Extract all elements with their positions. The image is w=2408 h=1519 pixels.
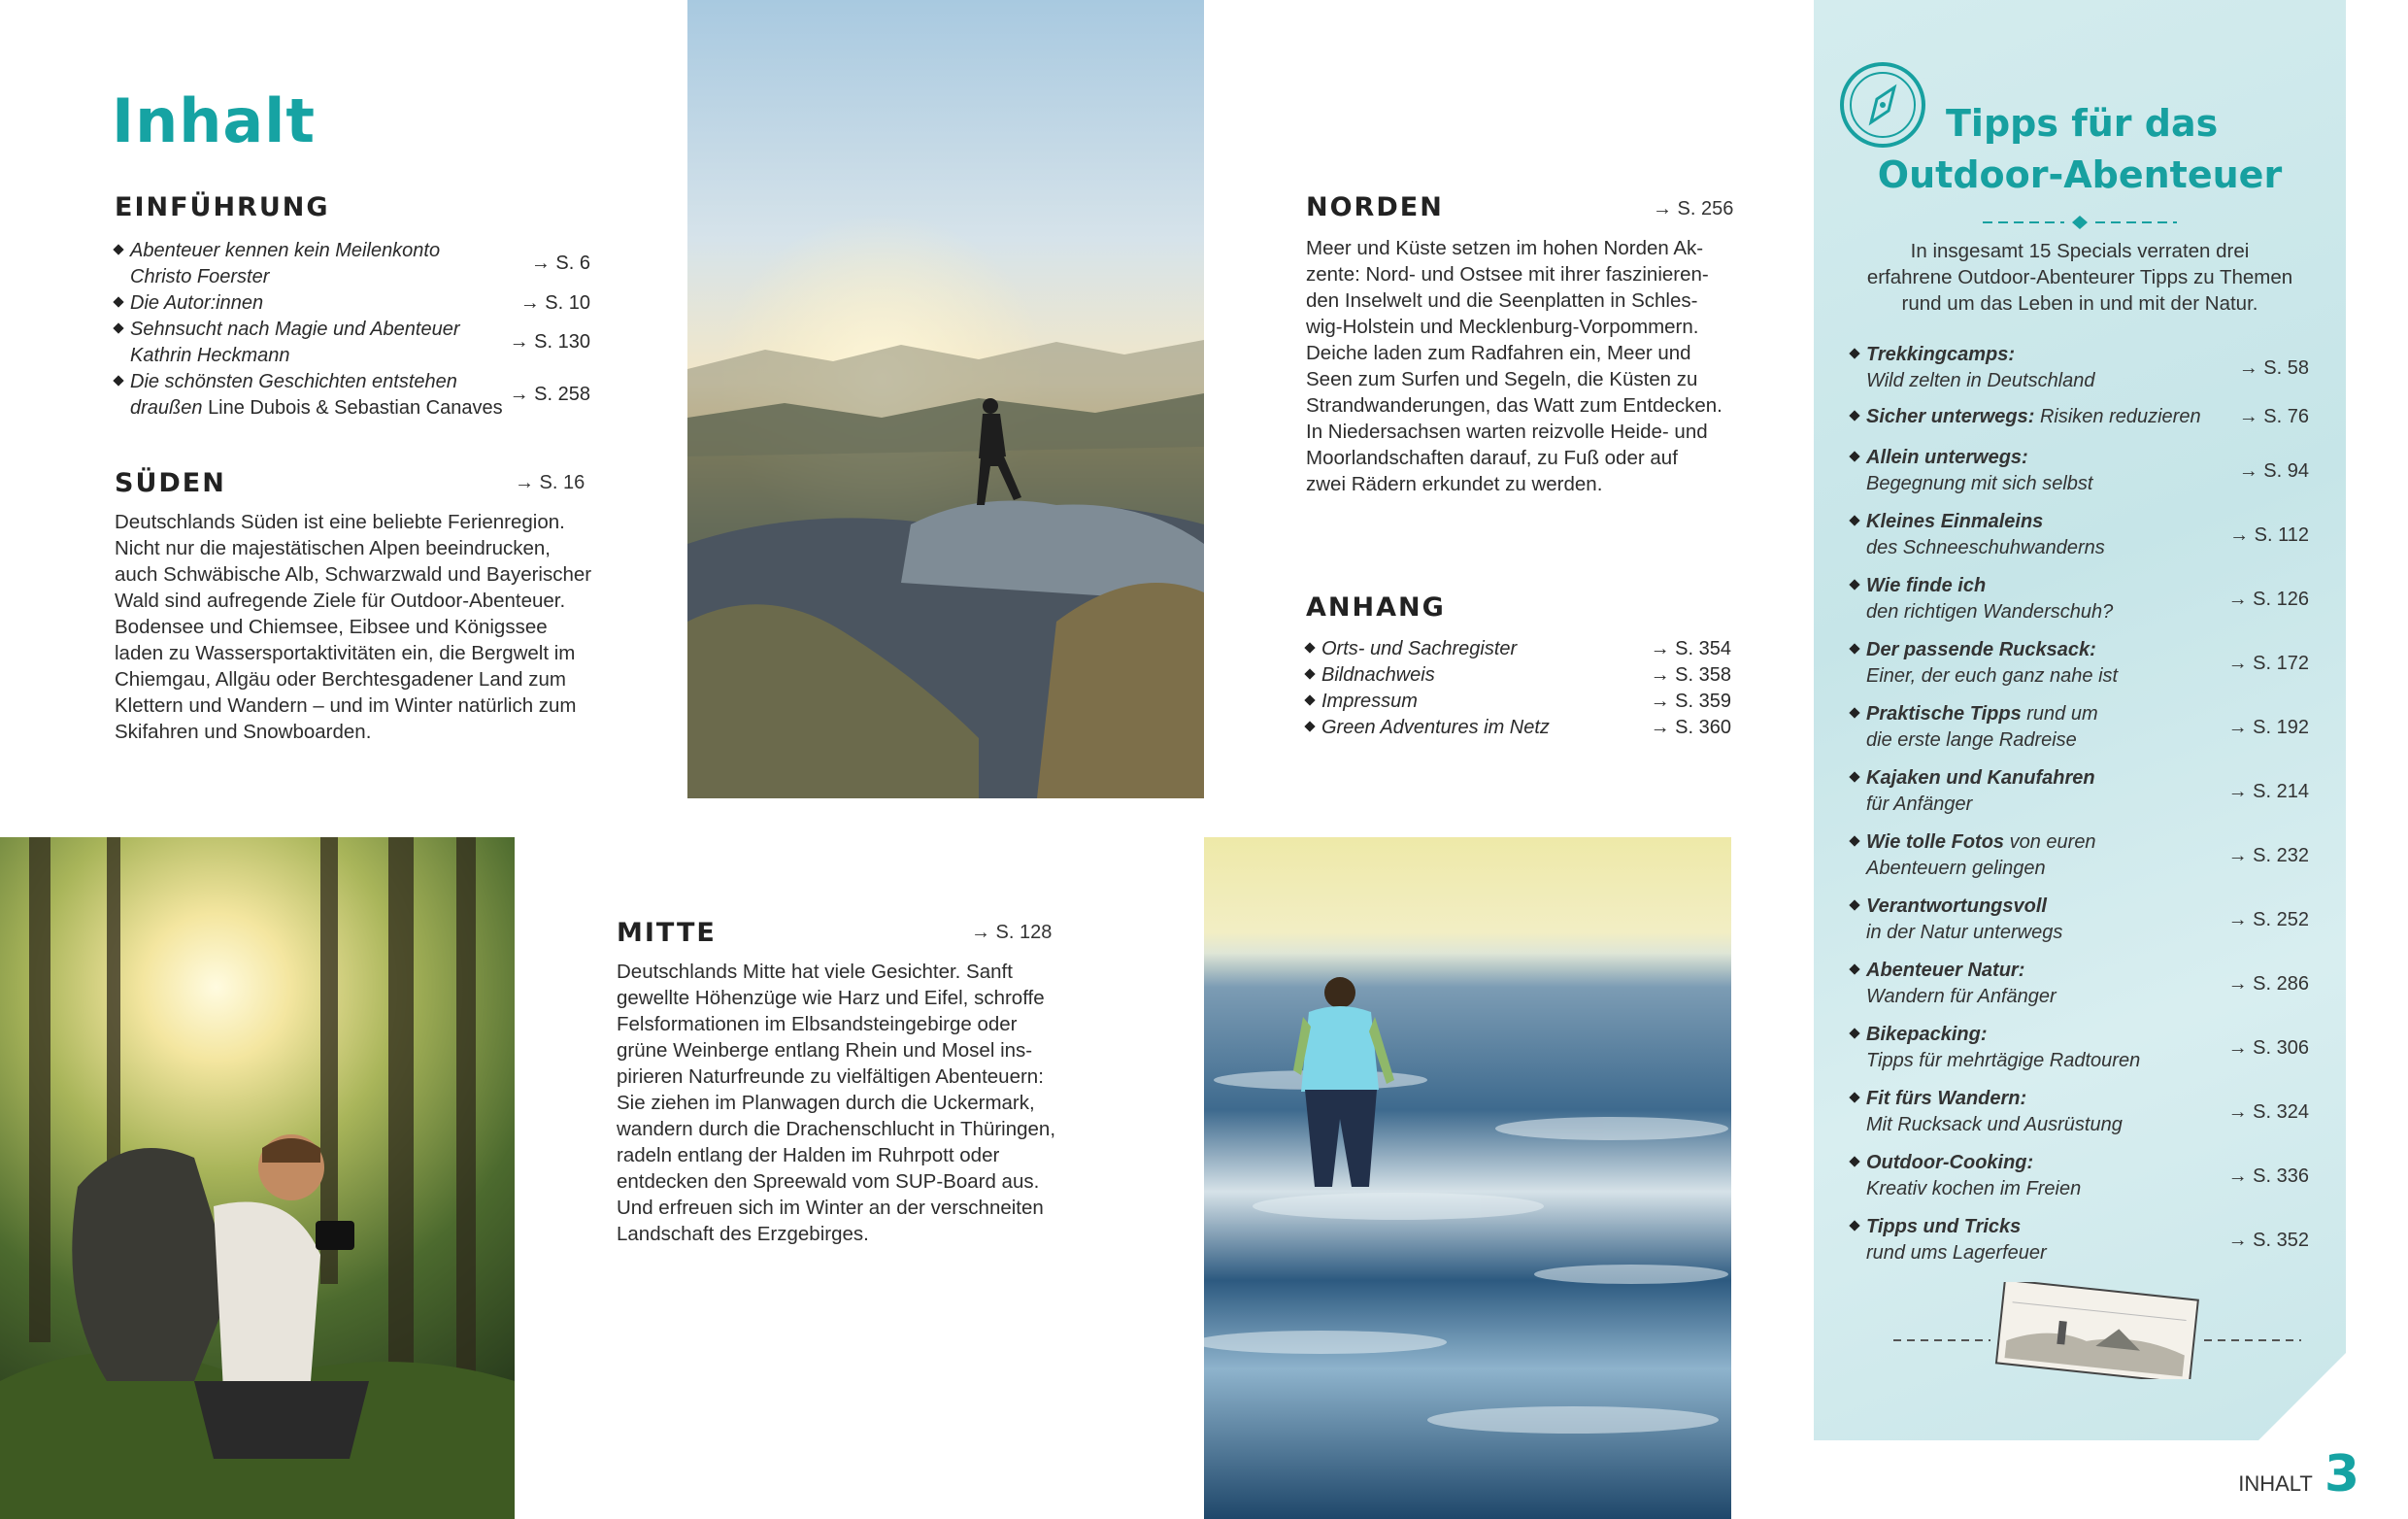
diamond-bullet-icon: [1849, 771, 1859, 782]
diamond-bullet-icon: [1849, 1156, 1859, 1166]
tip-item[interactable]: Trekkingcamps: Wild zelten in Deutschland → S. 58: [1851, 342, 2309, 394]
compass-icon: [1838, 60, 1927, 150]
diamond-bullet-icon: [113, 296, 123, 307]
tip-item[interactable]: Wie tolle Fotos von euren Abenteuern gelingen → S. 232: [1851, 829, 2309, 882]
tip-item[interactable]: Kleines Einmaleins des Schneeschuhwanderns → S. 112: [1851, 509, 2309, 561]
section-page-mitte: → S. 128: [971, 922, 1053, 943]
anhang-list: [1306, 636, 1731, 743]
sidebar-title-line1: Tipps für das: [1946, 102, 2219, 145]
list-item[interactable]: Bildnachweis → S. 358: [1306, 662, 1731, 689]
einfuehrung-list: [115, 238, 590, 422]
diamond-bullet-icon: [1849, 1028, 1859, 1038]
section-heading-sueden: SÜDEN: [115, 468, 226, 498]
diamond-bullet-icon: [1849, 515, 1859, 525]
list-item[interactable]: Green Adventures im Netz → S. 360: [1306, 715, 1731, 741]
diamond-bullet-icon: [1849, 643, 1859, 654]
page-title: Inhalt: [112, 85, 317, 156]
section-page-norden: → S. 256: [1653, 198, 1734, 219]
tip-item[interactable]: Abenteuer Natur: Wandern für Anfänger → S. 286: [1851, 958, 2309, 1010]
diamond-bullet-icon: [1849, 835, 1859, 846]
list-item[interactable]: Impressum → S. 359: [1306, 689, 1731, 715]
section-page-sueden: → S. 16: [515, 472, 585, 493]
section-heading-mitte: MITTE: [617, 918, 717, 948]
sketch-illustration: [1893, 1282, 2301, 1379]
photo-forest-photographer: [0, 837, 515, 1519]
tip-item[interactable]: Tipps und Tricks rund ums Lagerfeuer → S. 352: [1851, 1214, 2309, 1266]
tip-item[interactable]: Kajaken und Kanufahren für Anfänger → S. 214: [1851, 765, 2309, 818]
section-heading-anhang: ANHANG: [1306, 592, 1446, 623]
tip-item[interactable]: Fit fürs Wandern: Mit Rucksack und Ausrüstung → S. 324: [1851, 1086, 2309, 1138]
list-item[interactable]: Sehnsucht nach Magie und Abenteuer Kathrin Heckmann → S. 130: [115, 317, 590, 369]
diamond-bullet-icon: [1304, 668, 1315, 679]
diamond-bullet-icon: [1849, 410, 1859, 421]
list-item[interactable]: Die schönsten Geschichten entstehen draußen Line Dubois & Sebastian Canaves → S. 258: [115, 369, 590, 422]
diamond-bullet-icon: [113, 322, 123, 333]
diamond-bullet-icon: [1849, 1220, 1859, 1231]
diamond-bullet-icon: [1849, 899, 1859, 910]
section-heading-einfuehrung: EINFÜHRUNG: [115, 192, 330, 222]
diamond-bullet-icon: [1849, 451, 1859, 461]
diamond-bullet-icon: [1304, 721, 1315, 731]
section-text-sueden: Deutschlands Süden ist eine beliebte Ferienregion. Nicht nur die majestätischen Alpen beeindrucken, auch Schwäbische Alb, Schwarzwald und Bayerischer Wald sind aufregende Ziele für Outdoor-Abenteuer. Bodensee und Chiemsee, Eibsee und Königssee laden zu Wassersportaktivitäten ein, die Bergwelt im Chiemgau, Allgäu oder Berchtesgadener Land zum Klettern und Wandern – und im Winter natürlich zum Skifahren und Snowboarden.: [115, 511, 592, 743]
footer-label: INHALT: [2238, 1471, 2313, 1496]
divider-diamond-icon: [1983, 216, 2177, 229]
list-item[interactable]: Abenteuer kennen kein Meilenkonto Christo Foerster → S. 6: [115, 238, 590, 290]
diamond-bullet-icon: [1304, 642, 1315, 653]
diamond-bullet-icon: [1849, 1092, 1859, 1102]
tip-item[interactable]: Verantwortungsvoll in der Natur unterwegs → S. 252: [1851, 894, 2309, 946]
photo-mountain-hiker: [687, 0, 1204, 798]
section-heading-norden: NORDEN: [1306, 192, 1444, 222]
diamond-bullet-icon: [1849, 707, 1859, 718]
diamond-bullet-icon: [1849, 348, 1859, 358]
page-number: 3: [2324, 1445, 2359, 1503]
section-text-mitte: Deutschlands Mitte hat viele Gesichter. Sanft gewellte Höhenzüge wie Harz und Eifel, schroffe Felsformationen im Elbsandsteingebirge oder grüne Weinberge entlang Rhein und Mosel ins- pirieren Naturfreunde zu vielfältigen Abenteuern: Sie ziehen im Planwagen durch die Uckermark, wandern durch die Drachenschlucht in Thüringen, radeln entlang der Halden im Ruhrpott oder entdecken den Spreewald vom SUP-Board aus. Und erfreuen sich im Winter an der verschneiten Landschaft des Erzgebirges.: [617, 961, 1056, 1245]
tip-item[interactable]: Bikepacking: Tipps für mehrtägige Radtouren → S. 306: [1851, 1022, 2309, 1074]
diamond-bullet-icon: [113, 375, 123, 386]
photo-mudflat-walker: [1204, 837, 1731, 1519]
list-item[interactable]: Die Autor:innen → S. 10: [115, 290, 590, 317]
list-item[interactable]: Orts- und Sachregister → S. 354: [1306, 636, 1731, 662]
tip-item[interactable]: Wie finde ich den richtigen Wanderschuh? → S. 126: [1851, 573, 2309, 625]
section-text-norden: Meer und Küste setzen im hohen Norden Ak- zente: Nord- und Ostsee mit ihrer faszinieren- den Inselwelt und die Seenplatten in Schles- wig-Holstein und Mecklenburg-Vorpommern. Deiche laden zum Radfahren ein, Meer und Seen zum Surfen und Segeln, die Küsten zu Strandwanderungen, das Watt zum Entdecken. In Niedersachsen warten reizvolle Heide- und Moorlandschaften darauf, zu Fuß oder auf zwei Rädern erkundet zu werden.: [1306, 237, 1722, 495]
sidebar-title-line2: Outdoor-Abenteuer: [1877, 153, 2283, 196]
tip-item[interactable]: Der passende Rucksack: Einer, der euch ganz nahe ist → S. 172: [1851, 637, 2309, 690]
tip-item[interactable]: Sicher unterwegs: Risiken reduzieren → S. 76: [1851, 404, 2309, 430]
page-footer: [2238, 1445, 2359, 1503]
tip-item[interactable]: Praktische Tipps rund um die erste lange Radreise → S. 192: [1851, 701, 2309, 754]
sidebar-intro: In insgesamt 15 Specials verraten drei erfahrene Outdoor-Abenteurer Tipps zu Themen rund um das Leben in und mit der Natur.: [1866, 240, 2293, 315]
diamond-bullet-icon: [113, 244, 123, 254]
diamond-bullet-icon: [1849, 579, 1859, 590]
diamond-bullet-icon: [1304, 694, 1315, 705]
tip-item[interactable]: Outdoor-Cooking: Kreativ kochen im Freien → S. 336: [1851, 1150, 2309, 1202]
tip-item[interactable]: Allein unterwegs: Begegnung mit sich selbst → S. 94: [1851, 445, 2309, 497]
diamond-bullet-icon: [1849, 963, 1859, 974]
